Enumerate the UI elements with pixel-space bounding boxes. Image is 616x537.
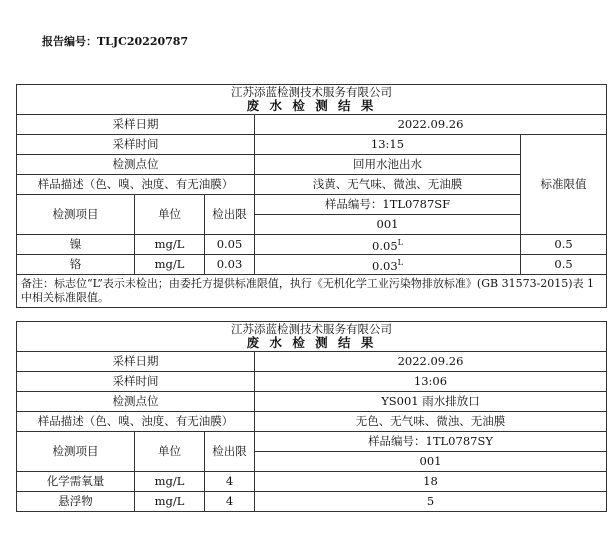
item-header: 检测项目 — [17, 432, 135, 472]
monitoring-point-label: 检测点位 — [17, 392, 255, 412]
item-name: 悬浮物 — [17, 492, 135, 512]
unit-header: 单位 — [135, 432, 205, 472]
table-row — [17, 235, 607, 255]
item-result: 18 — [255, 472, 607, 492]
sample-number: 样品编号：1TL0787SF — [255, 195, 521, 215]
table-row — [17, 472, 607, 492]
item-standard: 0.5 — [521, 255, 607, 275]
item-name: 铬 — [17, 255, 135, 275]
monitoring-point-value: YS001 雨水排放口 — [255, 392, 607, 412]
remarks: 备注：标志位“L”表示未检出；由委托方提供标准限值，执行《无机化学工业污染物排放标准》(GB 31573-2015)表 1 中相关标准限值。 — [17, 275, 607, 308]
sample-description-value: 浅黄、无气味、微浊、无油膜 — [255, 175, 521, 195]
result-value: 0.03 — [372, 258, 398, 273]
report-title: 废 水 检 测 结 果 — [246, 98, 377, 113]
result-value: 0.05 — [372, 238, 398, 253]
sampling-time-label: 采样时间 — [17, 135, 255, 155]
sampling-time-value: 13:15 — [255, 135, 521, 155]
sample-description-label: 样品描述（色、嗅、浊度、有无油膜） — [17, 412, 255, 432]
sample-description-value: 无色、无气味、微浊、无油膜 — [255, 412, 607, 432]
sampling-time-value: 13:06 — [255, 372, 607, 392]
sample-number: 样品编号：1TL0787SY — [255, 432, 607, 452]
company-name: 江苏添蓝检测技术服务有限公司 — [231, 322, 392, 336]
sampling-time-label: 采样时间 — [17, 372, 255, 392]
monitoring-point-label: 检测点位 — [17, 155, 255, 175]
sampling-date-label: 采样日期 — [17, 115, 255, 135]
item-detection-limit: 4 — [205, 472, 255, 492]
unit-header: 单位 — [135, 195, 205, 235]
monitoring-point-value: 回用水池出水 — [255, 155, 521, 175]
sampling-date-value: 2022.09.26 — [255, 115, 607, 135]
table-row — [17, 255, 607, 275]
item-unit: mg/L — [135, 472, 205, 492]
item-unit: mg/L — [135, 235, 205, 255]
item-standard: 0.5 — [521, 235, 607, 255]
standard-limit-header: 标准限值 — [521, 135, 607, 235]
wastewater-result-table-1 — [16, 84, 607, 308]
not-detected-flag: L — [397, 238, 403, 248]
item-result: 5 — [255, 492, 607, 512]
table-header — [17, 322, 607, 352]
item-name: 化学需氧量 — [17, 472, 135, 492]
sampling-date-value: 2022.09.26 — [255, 352, 607, 372]
item-detection-limit: 0.05 — [205, 235, 255, 255]
item-detection-limit: 4 — [205, 492, 255, 512]
sample-sequence: 001 — [255, 215, 521, 235]
item-detection-limit: 0.03 — [205, 255, 255, 275]
sample-sequence: 001 — [255, 452, 607, 472]
not-detected-flag: L — [397, 258, 403, 268]
detection-limit-header: 检出限 — [205, 432, 255, 472]
item-name: 镍 — [17, 235, 135, 255]
item-result — [255, 235, 521, 255]
sampling-date-label: 采样日期 — [17, 352, 255, 372]
report-number: 报告编号：TLJC20220787 — [42, 35, 189, 48]
item-unit: mg/L — [135, 492, 205, 512]
report-title: 废 水 检 测 结 果 — [246, 335, 377, 350]
company-name: 江苏添蓝检测技术服务有限公司 — [231, 85, 393, 99]
item-unit: mg/L — [135, 255, 205, 275]
table-header — [17, 85, 607, 115]
table-row — [17, 492, 607, 512]
item-result — [255, 255, 521, 275]
detection-limit-header: 检出限 — [205, 195, 255, 235]
wastewater-result-table-2 — [16, 321, 607, 512]
item-header: 检测项目 — [17, 195, 135, 235]
sample-description-label: 样品描述（色、嗅、浊度、有无油膜） — [17, 175, 255, 195]
